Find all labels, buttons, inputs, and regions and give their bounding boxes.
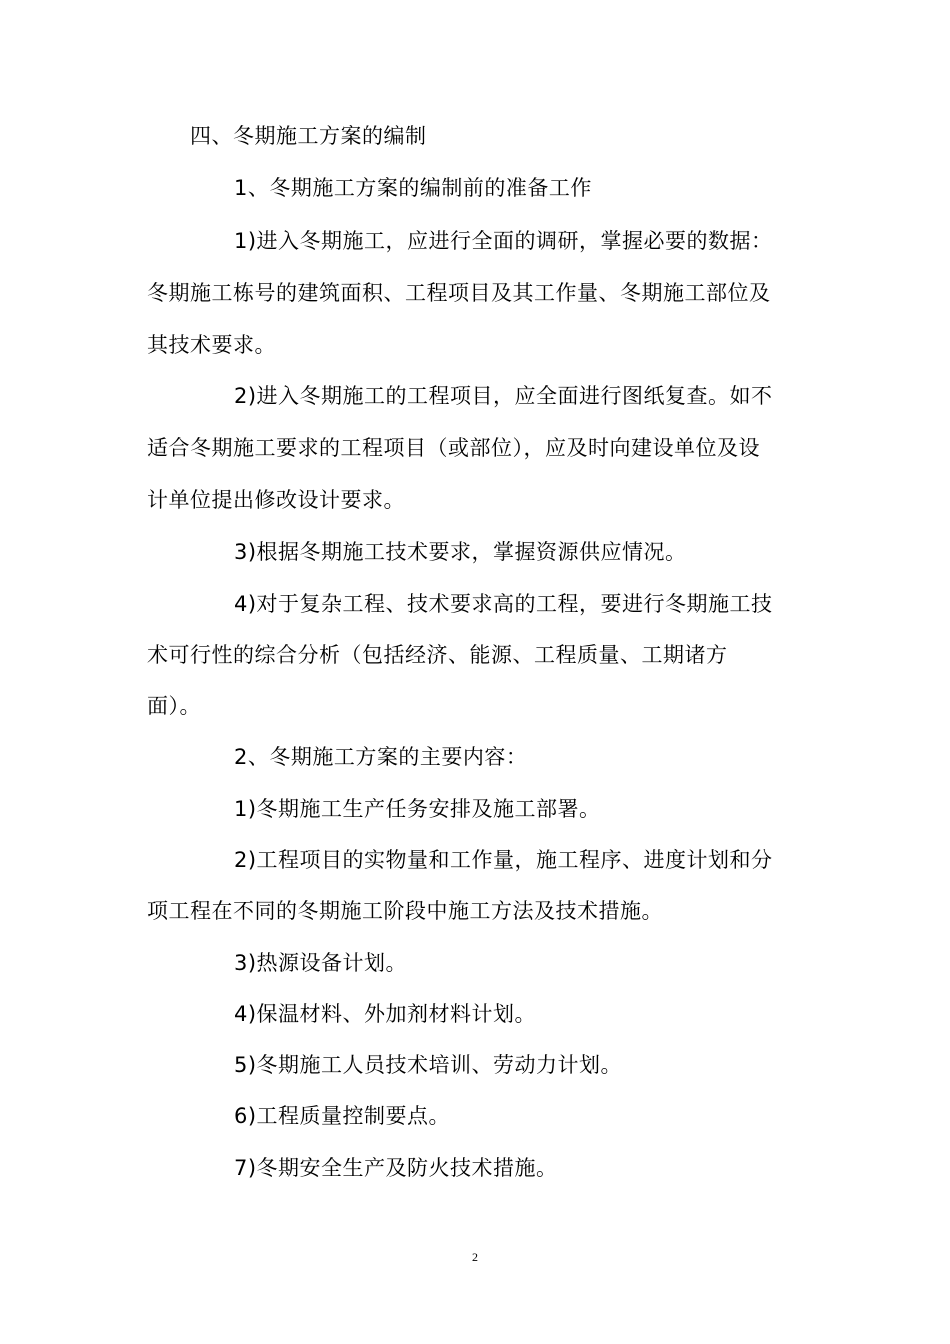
paragraph-line: 2)工程项目的实物量和工作量，施工程序、进度计划和分 <box>234 848 773 872</box>
paragraph-line: 7)冬期安全生产及防火技术措施。 <box>234 1156 558 1180</box>
paragraph-line: 5)冬期施工人员技术培训、劳动力计划。 <box>234 1053 623 1077</box>
paragraph-line: 3)根据冬期施工技术要求，掌握资源供应情况。 <box>234 540 687 564</box>
paragraph-line: 4)对于复杂工程、技术要求高的工程，要进行冬期施工技 <box>234 592 773 616</box>
section-heading: 四、冬期施工方案的编制 <box>190 124 427 148</box>
paragraph-line: 其技术要求。 <box>147 333 276 357</box>
paragraph-line: 面）。 <box>147 694 201 718</box>
paragraph-line: 项工程在不同的冬期施工阶段中施工方法及技术措施。 <box>147 899 663 923</box>
page-number: 2 <box>472 1250 478 1264</box>
paragraph-line: 4)保温材料、外加剂材料计划。 <box>234 1002 537 1026</box>
paragraph-line: 1)冬期施工生产任务安排及施工部署。 <box>234 797 601 821</box>
subsection-heading: 1、冬期施工方案的编制前的准备工作 <box>234 176 592 200</box>
subsection-heading: 2、冬期施工方案的主要内容： <box>234 745 528 769</box>
paragraph-line: 2)进入冬期施工的工程项目，应全面进行图纸复查。如不 <box>234 384 773 408</box>
paragraph-line: 1)进入冬期施工，应进行全面的调研，掌握必要的数据： <box>234 229 773 253</box>
paragraph-line: 6)工程质量控制要点。 <box>234 1104 451 1128</box>
paragraph-line: 3)热源设备计划。 <box>234 951 408 975</box>
paragraph-line: 适合冬期施工要求的工程项目（或部位），应及时向建设单位及设 <box>147 436 760 460</box>
paragraph-line: 冬期施工栋号的建筑面积、工程项目及其工作量、冬期施工部位及 <box>147 281 771 305</box>
paragraph-line: 计单位提出修改设计要求。 <box>147 488 405 512</box>
paragraph-line: 术可行性的综合分析（包括经济、能源、工程质量、工期诸方 <box>147 643 728 667</box>
